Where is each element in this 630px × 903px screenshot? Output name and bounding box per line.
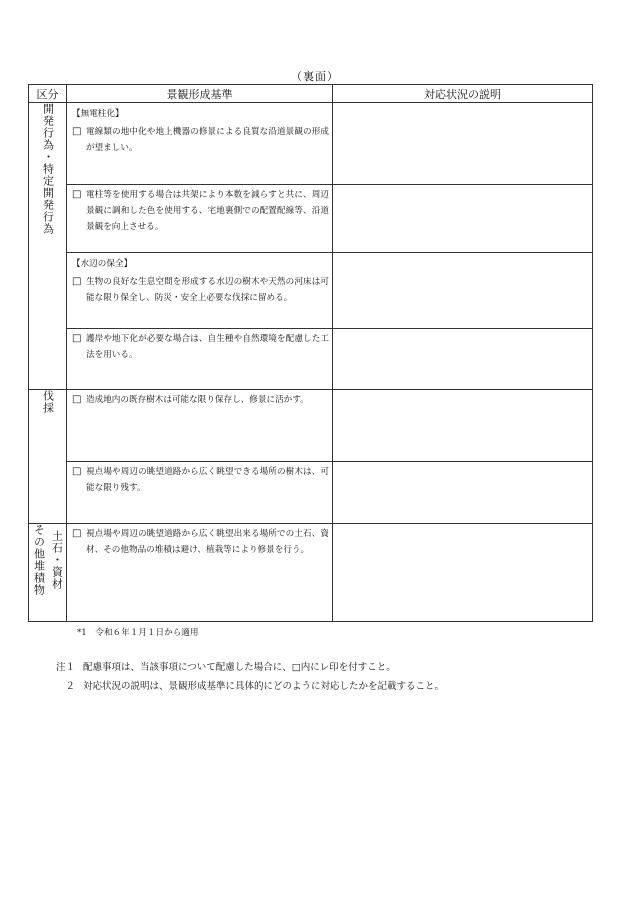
checkbox[interactable]: □ [72,528,82,539]
note-row [40,658,444,677]
note-row [40,677,444,696]
criteria-cell [67,253,333,329]
criteria-text: 視点場や周辺の眺望道路から広く眺望出来る場所での土石、資材、その他物品の堆積は避け、植栽等により修景を行う。 [86,529,329,555]
checkbox[interactable]: □ [72,333,82,344]
table-row [29,329,593,390]
status-field[interactable] [333,462,593,524]
notes [40,658,444,696]
category-deposits [29,524,67,622]
criteria-text: 造成地内の既存樹木は可能な限り保存し、修景に活かす。 [86,395,309,405]
note-label: ２ [65,681,75,692]
criteria-text: 視点場や周辺の眺望道路から広く眺望できる場所の樹木は、可能な限り残す。 [86,467,329,493]
table-row [29,253,593,329]
checkbox[interactable]: □ [72,126,82,137]
status-field[interactable] [333,185,593,253]
status-field[interactable] [333,524,593,622]
criteria-cell [67,103,333,185]
criteria-text: 電柱等を使用する場合は共架により本数を減らすと共に、周辺景観に調和した色を使用する、宅地裏側での配置配線等、沿道景観を向上させる。 [86,190,329,232]
category-label: その他堆積物 [32,524,46,596]
table-row [29,390,593,462]
checkbox[interactable]: □ [72,466,82,477]
criteria-cell [67,329,333,390]
criteria-cell [67,524,333,622]
note-text: 対応状況の説明は、景観形成基準に具体的にどのように対応したかを記載すること。 [83,681,445,692]
criteria-table [28,84,593,622]
criteria-cell [67,462,333,524]
side-label: （裏面） [291,70,339,83]
table-row [29,185,593,253]
criteria-text: 護岸や地下化が必要な場合は、自生種や自然環境を配慮した工法を用いる。 [86,334,329,360]
category-label: 開発行為・特定開発行為 [41,103,55,235]
table-header-row [29,85,593,103]
checkbox[interactable]: □ [72,276,82,287]
criteria-text: 電線類の地中化や地上機器の修景による良質な沿道景観の形成が望ましい。 [86,127,329,153]
table-row [29,524,593,622]
status-field[interactable] [333,390,593,462]
header-category: 区分 [29,85,67,103]
criteria-cell [67,185,333,253]
footnote: *1 令和６年１月１日から適用 [77,628,199,638]
note-text: 配慮事項は、当該事項について配慮した場合に、□内にレ印を付すこと。 [83,662,396,673]
table-row [29,462,593,524]
table-row [29,103,593,185]
subhead-undergrounding: 【無電柱化】 [72,109,124,119]
category-development [29,103,67,390]
status-field[interactable] [333,253,593,329]
criteria-cell [67,390,333,462]
note-label: 注１ [55,662,75,673]
checkbox[interactable]: □ [72,394,82,405]
status-field[interactable] [333,103,593,185]
header-criteria: 景観形成基準 [67,85,333,103]
category-felling [29,390,67,524]
header-status: 対応状況の説明 [333,85,593,103]
category-label: 伐採 [41,390,55,414]
subhead-waterside: 【水辺の保全】 [72,259,133,269]
category-label: 土石・資材 [50,530,64,590]
checkbox[interactable]: □ [72,189,82,200]
status-field[interactable] [333,329,593,390]
criteria-text: 生物の良好な生息空間を形成する水辺の樹木や天然の河床は可能な限り保全し、防災・安全上必要な伐採に留める。 [86,277,329,303]
